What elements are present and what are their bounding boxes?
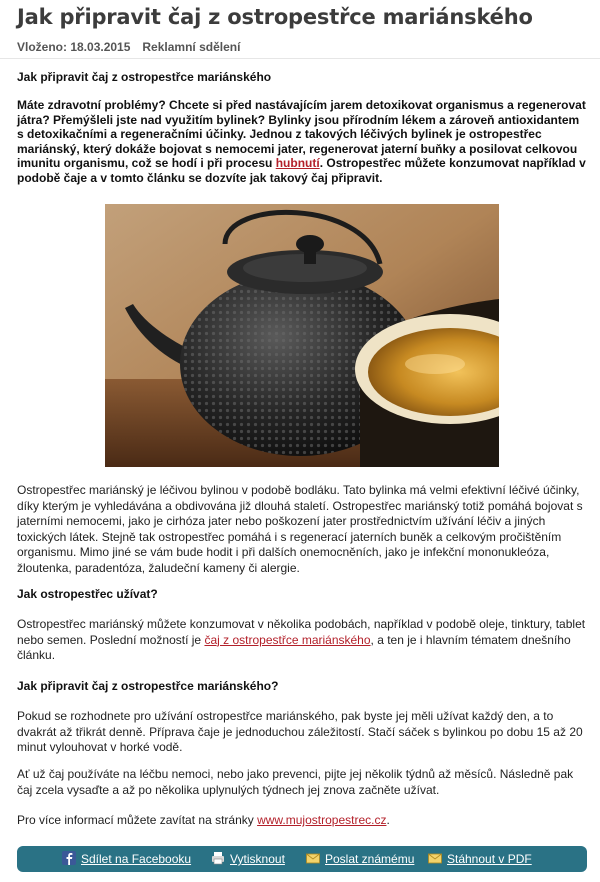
envelope-icon bbox=[306, 851, 320, 865]
para2-text-1: Ostropestřec mariánský můžete konzumovat v několika podobách, například v podobě oleje, tinktury, tablet nebo semen. Poslední možností je bbox=[17, 617, 586, 647]
article-paragraph-5 bbox=[17, 813, 587, 829]
para2-text-2: , a ten je i hlavním tématem dnešního článku. bbox=[17, 632, 571, 662]
title-divider bbox=[0, 58, 600, 59]
article-meta bbox=[17, 40, 240, 54]
facebook-icon bbox=[62, 851, 76, 865]
teapot-photo bbox=[105, 204, 499, 467]
article-lead bbox=[17, 98, 587, 185]
section-heading-usage: Jak ostropestřec užívat? bbox=[17, 587, 158, 601]
website-link[interactable]: www.mujostropestrec.cz bbox=[257, 813, 387, 827]
para5-text-2: . bbox=[386, 813, 390, 827]
article-category: Reklamní sdělení bbox=[142, 40, 241, 54]
pdf-envelope-icon bbox=[428, 851, 442, 865]
article-paragraph-4: Ať už čaj používáte na léčbu nemoci, nebo jako prevenci, pijte jej několik týdnů až měsíců. Následně pak čaj zcela vysaďte a až po několika uplynulých týdnech jej znova začněte užívat. bbox=[17, 767, 574, 797]
printer-icon bbox=[211, 851, 225, 865]
article-subheading: Jak připravit čaj z ostropestřce mariánského bbox=[17, 70, 272, 84]
send-to-friend-label: Poslat známému bbox=[325, 852, 415, 866]
share-bar bbox=[17, 846, 587, 872]
milk-thistle-tea-link[interactable]: čaj z ostropestřce mariánského bbox=[204, 632, 371, 647]
posted-date: Vloženo: 18.03.2015 bbox=[17, 40, 131, 54]
download-pdf-button[interactable] bbox=[428, 846, 532, 872]
article-paragraph-3: Pokud se rozhodnete pro užívání ostropestřce mariánského, pak byste jej měli užívat každý den, a to dvakrát až třikrát denně. Příprava čaje je jednoduchou záležitostí. Stačí sáček s bylinkou po dobu 15 až 20 minut vylouhovat v horké vodě. bbox=[17, 709, 583, 754]
article-title: Jak připravit čaj z ostropestřce mariánského bbox=[17, 5, 533, 29]
send-to-friend-button[interactable] bbox=[306, 846, 414, 872]
print-label: Vytisknout bbox=[230, 852, 285, 866]
article-paragraph-1: Ostropestřec mariánský je léčivou bylinou v podobě bodláku. Tato bylinka má velmi efektivní léčivé účinky, díky kterým je vyhledávána a obdivována již dlouhá staletí. Ostropestřec mariánský totiž pomáhá bojovat s jaterními nemocemi, jako je cirhóza jater nebo poškození jater prostřednictvím užívání léčiv a jiných toxických látek. Stejně tak ostropestřec pomáhá i s regenerací jaterních buněk a celkovým pročištěním organismu. Mimo jiné se vám bude hodit i při dalších onemocněních, jako je infekční mononukleóza, žloutenka, paradentóza, žaludeční kameny či alergie. bbox=[17, 483, 583, 575]
weight-loss-link[interactable]: hubnutí bbox=[275, 156, 320, 170]
print-button[interactable] bbox=[211, 846, 285, 872]
download-pdf-label: Stáhnout v PDF bbox=[447, 852, 532, 866]
section-heading-preparation: Jak připravit čaj z ostropestřce mariánského? bbox=[17, 679, 279, 693]
lead-text-1: Máte zdravotní problémy? Chcete si před nastávajícím jarem detoxikovat organismus a regenerovat játra? Přemýšleli jste nad využitím bylinek? Bylinky jsou přírodním lékem a zároveň antioxidantem s detoxikačními a regeneračními účinky. Jednou z takových léčivých bylinek je ostropestřec mariánský, který dokáže bojovat s nemocemi jater, regenerovat jaterní buňky a posilovat celkovou imunitu organismu, což se hodí i při procesu bbox=[17, 98, 586, 170]
share-facebook-button[interactable] bbox=[62, 846, 191, 872]
lead-text-2: . Ostropestřec můžete konzumovat například v podobě čaje a v tomto článku se dozvíte jak takový čaj připravit. bbox=[17, 156, 586, 185]
share-facebook-label: Sdílet na Facebooku bbox=[81, 852, 192, 866]
para5-text-1: Pro více informací můžete zavítat na stránky bbox=[17, 813, 258, 827]
article-paragraph-2 bbox=[17, 617, 587, 664]
